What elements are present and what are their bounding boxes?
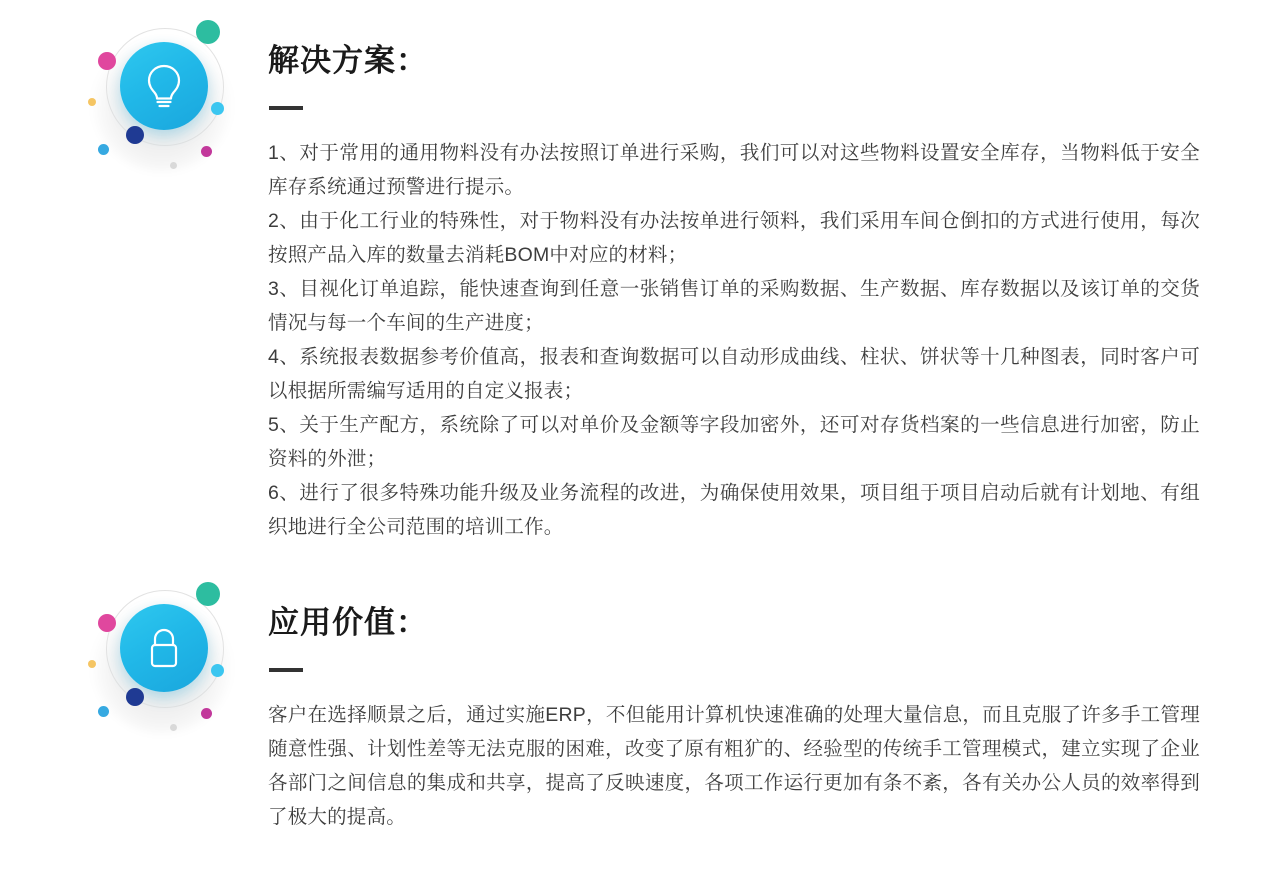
decor-dot-grey: [170, 162, 177, 169]
decor-dot-plum: [201, 146, 212, 157]
section-value-heading: 应用价值：: [268, 605, 428, 640]
lock-icon: [120, 604, 208, 692]
decor-dot-grey: [170, 724, 177, 731]
section-solution-heading: 解决方案：: [268, 43, 428, 78]
paragraph: 1、对于常用的通用物料没有办法按照订单进行采购，我们可以对这些物料设置安全库存，当物料低于安全库存系统通过预警进行提示。: [268, 142, 1200, 198]
section-value-body: [268, 698, 1200, 834]
decor-dot-pink: [98, 614, 116, 632]
decor-dot-navy: [126, 126, 144, 144]
decor-dot-blue: [98, 144, 109, 155]
section-value-rule: [269, 668, 303, 672]
decor-dot-navy: [126, 688, 144, 706]
paragraph: 2、由于化工行业的特殊性，对于物料没有办法按单进行领料，我们采用车间仓倒扣的方式进行使用，每次按照产品入库的数量去消耗BOM中对应的材料；: [268, 210, 1200, 266]
section-solution-rule: [269, 106, 303, 110]
decor-dot-blue: [98, 706, 109, 717]
paragraph: 4、系统报表数据参考价值高，报表和查询数据可以自动形成曲线、柱状、饼状等十几种图表，同时客户可以根据所需编写适用的自定义报表；: [268, 346, 1200, 402]
lock-badge: [78, 572, 250, 744]
decor-dot-plum: [201, 708, 212, 719]
paragraph: 6、进行了很多特殊功能升级及业务流程的改进，为确保使用效果，项目组于项目启动后就有计划地、有组织地进行全公司范围的培训工作。: [268, 482, 1200, 538]
lightbulb-badge: [78, 10, 250, 182]
paragraph: 3、目视化订单追踪，能快速查询到任意一张销售订单的采购数据、生产数据、库存数据以及该订单的交货情况与每一个车间的生产进度；: [268, 278, 1200, 334]
section-solution-body: [268, 136, 1200, 544]
decor-dot-teal: [196, 20, 220, 44]
paragraph: 客户在选择顺景之后，通过实施ERP，不但能用计算机快速准确的处理大量信息，而且克服了许多手工管理随意性强、计划性差等无法克服的困难，改变了原有粗犷的、经验型的传统手工管理模式，建立实现了企业各部门之间信息的集成和共享，提高了反映速度，各项工作运行更加有条不紊，各有关办公人员的效率得到了极大的提高。: [268, 704, 1200, 828]
decor-dot-teal: [196, 582, 220, 606]
decor-dot-pink: [98, 52, 116, 70]
decor-dot-amber: [88, 660, 96, 668]
decor-dot-cyan: [211, 102, 224, 115]
paragraph: 5、关于生产配方，系统除了可以对单价及金额等字段加密外，还可对存货档案的一些信息进行加密，防止资料的外泄；: [268, 414, 1200, 470]
decor-dot-amber: [88, 98, 96, 106]
lightbulb-icon: [120, 42, 208, 130]
decor-dot-cyan: [211, 664, 224, 677]
